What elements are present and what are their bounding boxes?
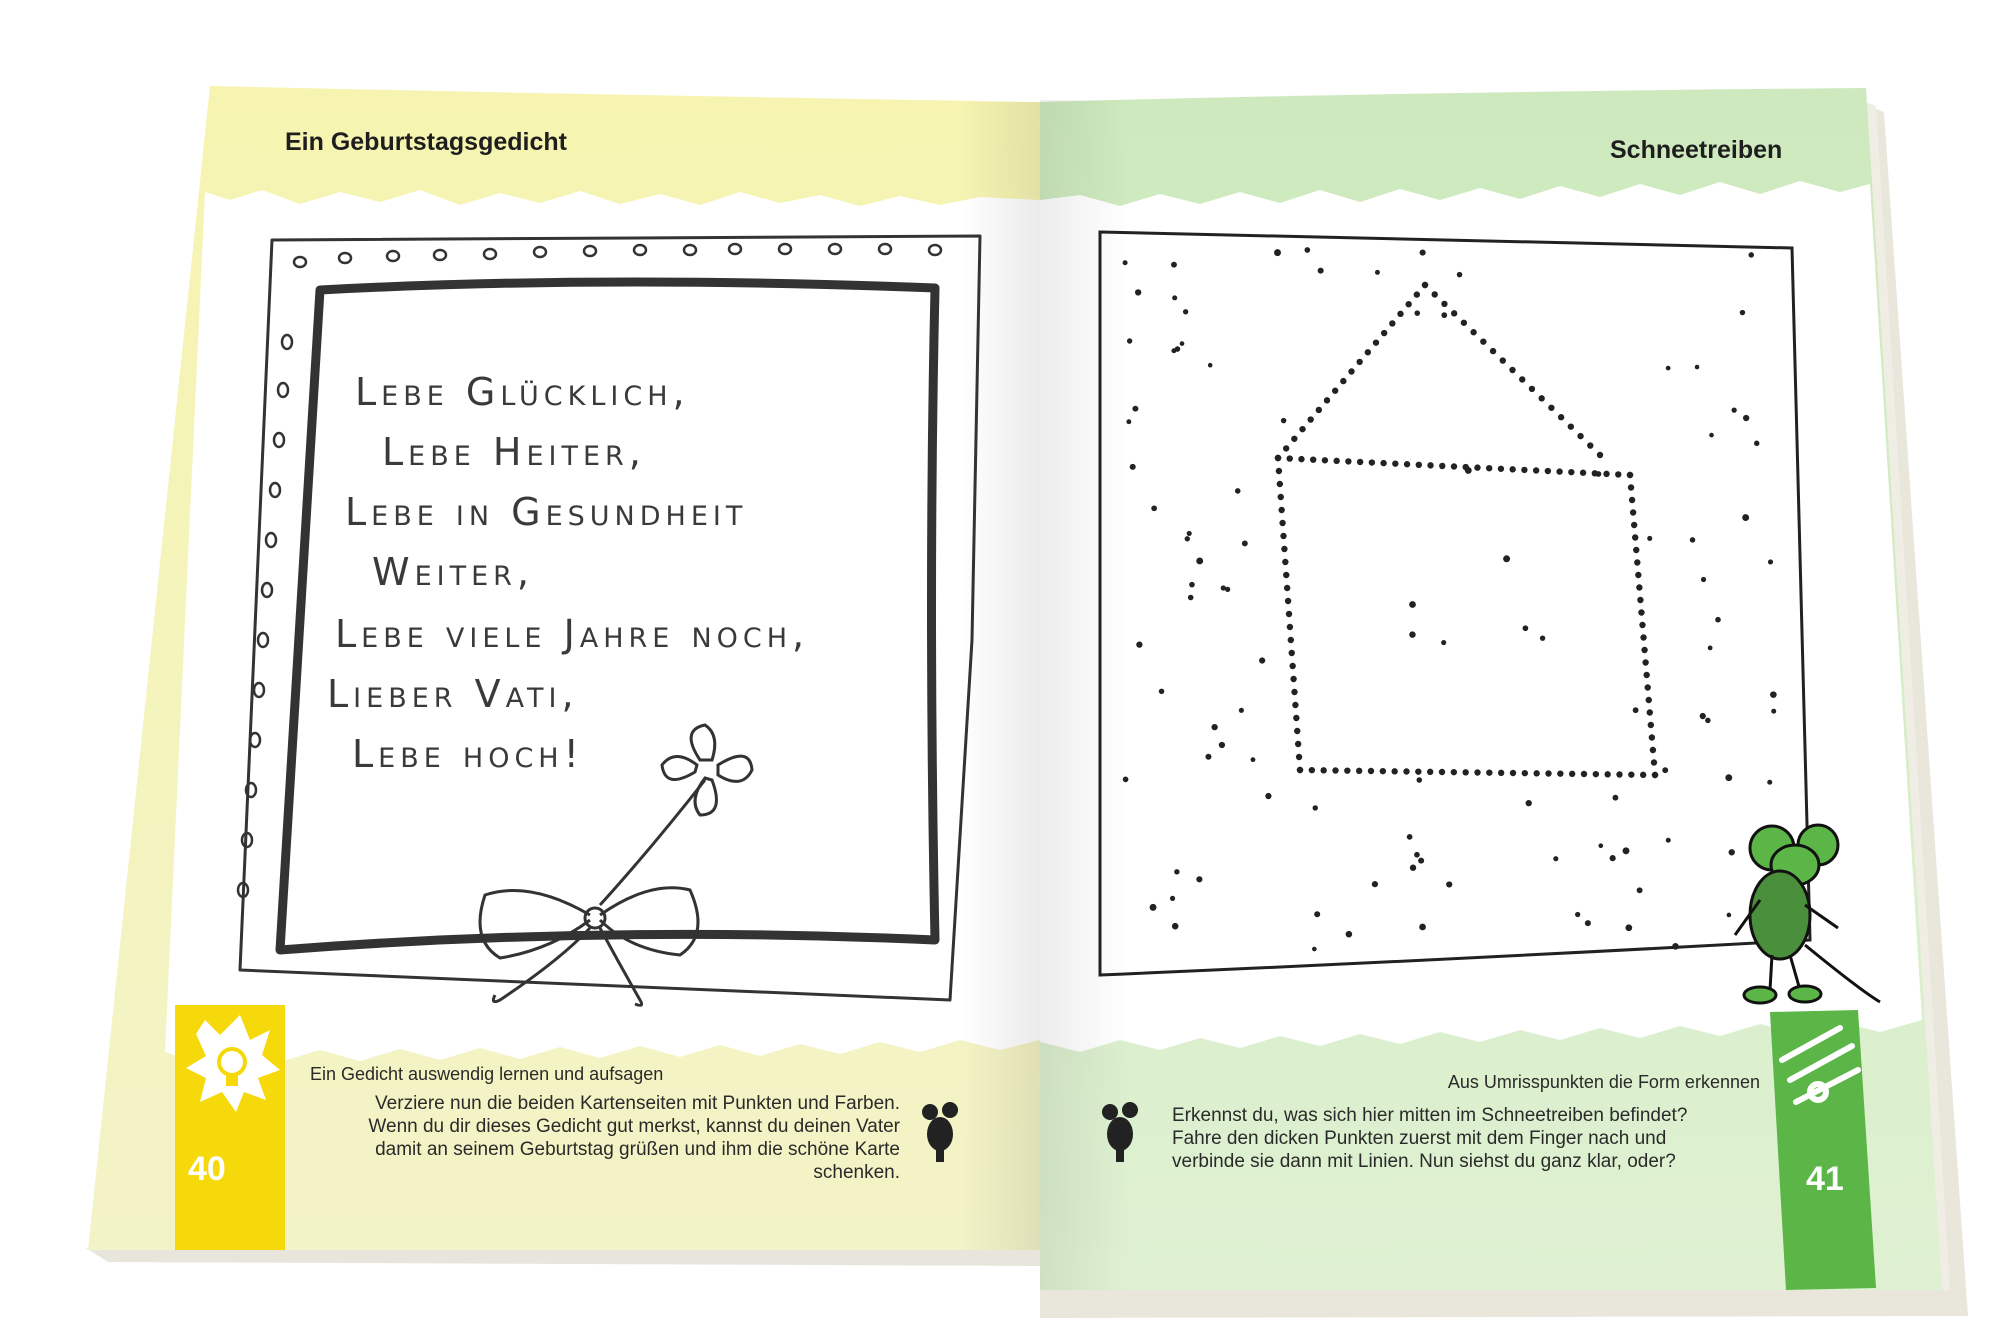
snow-dot [1705, 718, 1710, 723]
house-dot [1322, 457, 1328, 463]
house-dot [1283, 445, 1289, 451]
snow-dot [1731, 407, 1736, 412]
snow-dot [1743, 415, 1749, 421]
house-dot [1628, 771, 1634, 777]
snow-dot [1701, 577, 1706, 582]
house-dot [1380, 460, 1386, 466]
house-dot [1461, 320, 1467, 326]
house-dot [1332, 767, 1338, 773]
snow-dot [1709, 433, 1714, 438]
house-dot [1498, 466, 1504, 472]
snow-dot [1503, 555, 1510, 562]
house-dot [1356, 359, 1362, 365]
snow-dot [1729, 849, 1735, 855]
snow-dot [1136, 641, 1142, 647]
snow-dot [1742, 514, 1749, 521]
house-dot [1404, 461, 1410, 467]
house-dot [1381, 330, 1387, 336]
house-dot [1533, 467, 1539, 473]
house-dot [1294, 728, 1300, 734]
house-dot [1470, 329, 1476, 335]
house-dot [1286, 611, 1292, 617]
house-dot [1645, 684, 1651, 690]
snow-dot [1414, 852, 1420, 858]
house-dot [1604, 771, 1610, 777]
house-dot [1416, 462, 1422, 468]
house-dot [1276, 468, 1282, 474]
house-dot [1414, 291, 1420, 297]
house-dot [1474, 769, 1480, 775]
house-dot [1310, 457, 1316, 463]
snow-dot [1205, 754, 1211, 760]
house-dot [1289, 663, 1295, 669]
house-dot [1581, 771, 1587, 777]
house-dot [1307, 416, 1313, 422]
snow-dot [1313, 805, 1318, 810]
snow-dot [1623, 847, 1630, 854]
snow-dot [1219, 742, 1225, 748]
snow-dot [1242, 541, 1248, 547]
snow-dot [1633, 707, 1639, 713]
house-dot [1279, 520, 1285, 526]
house-dot [1451, 310, 1457, 316]
house-dot [1281, 546, 1287, 552]
house-dot [1636, 584, 1642, 590]
house-dot [1403, 768, 1409, 774]
house-dot [1289, 650, 1295, 656]
house-dot [1498, 770, 1504, 776]
snow-dot [1770, 691, 1777, 698]
house-dot [1643, 672, 1649, 678]
snow-dot [1446, 881, 1452, 887]
snow-dot [1523, 625, 1529, 631]
snow-dot [1672, 943, 1679, 950]
snow-dot [1304, 247, 1310, 253]
house-dot [1295, 741, 1301, 747]
house-dot [1637, 597, 1643, 603]
house-dot [1580, 470, 1586, 476]
house-dot [1345, 458, 1351, 464]
left-page-edges [86, 1248, 1040, 1266]
poem-line: Weiter, [372, 550, 534, 594]
house-dot [1641, 647, 1647, 653]
snow-dot [1695, 365, 1700, 370]
right-page-title: Schneetreiben [1610, 136, 1783, 164]
snow-dot [1441, 312, 1447, 318]
house-dot [1432, 291, 1438, 297]
snow-dot [1414, 310, 1420, 316]
house-dot [1415, 768, 1421, 774]
snow-dot [1318, 268, 1324, 274]
house-dot [1462, 769, 1468, 775]
snow-dot [1239, 708, 1244, 713]
house-dot [1287, 455, 1293, 461]
house-dot [1280, 533, 1286, 539]
house-dot [1320, 767, 1326, 773]
snow-dot [1700, 713, 1706, 719]
house-dot [1631, 522, 1637, 528]
snow-dot [1410, 865, 1416, 871]
house-dot [1277, 481, 1283, 487]
house-dot [1640, 634, 1646, 640]
house-dot [1652, 772, 1658, 778]
house-dot [1635, 572, 1641, 578]
house-dot [1389, 320, 1395, 326]
house-dot [1348, 368, 1354, 374]
snow-dot [1123, 777, 1129, 783]
snow-dot [1441, 640, 1446, 645]
house-dot [1642, 659, 1648, 665]
house-dot [1509, 367, 1515, 373]
snow-dot [1754, 441, 1759, 446]
snow-dot [1740, 310, 1745, 315]
house-dot [1439, 463, 1445, 469]
snow-dot [1188, 595, 1194, 601]
snow-dot [1409, 601, 1416, 608]
house-dot [1519, 376, 1525, 382]
house-dot [1650, 747, 1656, 753]
snow-dot [1540, 635, 1545, 640]
snow-dot [1221, 585, 1226, 590]
house-dot [1291, 689, 1297, 695]
house-dot [1632, 534, 1638, 540]
snow-dot [1768, 559, 1773, 564]
house-dot [1296, 754, 1302, 760]
house-dot [1285, 598, 1291, 604]
right-task-subtitle: Aus Umrisspunkten die Form erkennen [1447, 1072, 1760, 1092]
snow-dot [1171, 262, 1177, 268]
right-task-text: Erkennst du, was sich hier mitten im Schneetreiben befindet? Fahre den dicken Punkten zuerst mit dem Finger nach und verbinde sie dann mit Linien. Nun siehst du ganz klar, oder? [1172, 1105, 1688, 1172]
house-dot [1451, 463, 1457, 469]
house-dot [1332, 388, 1338, 394]
house-dot [1634, 559, 1640, 565]
house-dot [1538, 395, 1544, 401]
snow-dot [1172, 295, 1177, 300]
snow-dot [1126, 419, 1131, 424]
house-dot [1441, 301, 1447, 307]
house-dot [1628, 484, 1634, 490]
house-dot [1633, 547, 1639, 553]
house-dot [1615, 471, 1621, 477]
left-page-title: Ein Geburtstagsgedicht [285, 128, 567, 156]
snow-dot [1170, 896, 1175, 901]
house-dot [1568, 469, 1574, 475]
house-dot [1593, 771, 1599, 777]
house-dot [1630, 509, 1636, 515]
snow-dot [1727, 913, 1732, 918]
house-dot [1422, 282, 1428, 288]
snow-dot [1185, 536, 1190, 541]
poem-line: Lieber Vati, [327, 672, 579, 716]
snow-dot [1749, 252, 1754, 257]
house-dot [1474, 464, 1480, 470]
house-dot [1640, 772, 1646, 778]
snow-dot [1251, 757, 1256, 762]
house-dot [1298, 456, 1304, 462]
house-dot [1639, 622, 1645, 628]
snow-dot [1771, 709, 1776, 714]
house-dot [1577, 433, 1583, 439]
snow-dot [1189, 582, 1195, 588]
house-dot [1288, 637, 1294, 643]
house-dot [1486, 465, 1492, 471]
house-dot [1282, 559, 1288, 565]
house-dot [1427, 462, 1433, 468]
house-dot [1638, 609, 1644, 615]
poem-line: Lebe in Gesundheit [345, 490, 748, 534]
snow-dot [1259, 657, 1265, 663]
house-dot [1275, 455, 1281, 461]
snow-dot [1662, 767, 1668, 773]
snow-dot [1553, 856, 1558, 861]
snow-dot [1610, 855, 1616, 861]
poem-line: Lebe hoch! [352, 732, 584, 776]
snow-dot [1127, 338, 1132, 343]
house-dot [1533, 770, 1539, 776]
snow-dot [1598, 843, 1603, 848]
snow-dot [1172, 923, 1179, 930]
house-dot [1284, 585, 1290, 591]
left-task-text: Verziere nun die beiden Kartenseiten mit Punkten und Farben. Wenn du dir dieses Gedicht gut merkst, kannst du deinen Vater damit an seinem Geburtstag grüßen und ihm die schöne Karte schenken. [368, 1093, 900, 1183]
house-dot [1365, 349, 1371, 355]
snow-dot [1526, 800, 1532, 806]
snow-dot [1235, 488, 1241, 494]
house-dot [1557, 770, 1563, 776]
house-dot [1592, 470, 1598, 476]
house-dot [1649, 734, 1655, 740]
house-dot [1646, 697, 1652, 703]
house-dot [1568, 423, 1574, 429]
snow-dot [1690, 537, 1696, 543]
snow-dot [1180, 341, 1185, 346]
snow-dot [1187, 531, 1192, 536]
house-dot [1651, 759, 1657, 765]
house-dot [1397, 311, 1403, 317]
snow-dot [1419, 924, 1426, 931]
snow-dot [1372, 881, 1378, 887]
house-dot [1548, 405, 1554, 411]
snow-dot [1132, 406, 1138, 412]
snow-dot [1211, 724, 1217, 730]
house-dot [1297, 767, 1303, 773]
snow-dot [1708, 645, 1713, 650]
snow-dot [1174, 869, 1179, 874]
snow-dot [1585, 920, 1591, 926]
house-dot [1427, 769, 1433, 775]
snow-dot [1613, 795, 1619, 801]
snow-dot [1171, 348, 1176, 353]
snow-dot [1208, 363, 1213, 368]
snow-dot [1151, 505, 1157, 511]
house-dot [1603, 471, 1609, 477]
house-dot [1545, 770, 1551, 776]
house-dot [1556, 468, 1562, 474]
snow-dot [1130, 464, 1136, 470]
house-dot [1357, 459, 1363, 465]
snow-dot [1196, 558, 1203, 565]
snow-dot [1409, 631, 1415, 637]
poem-line: Lebe Heiter, [382, 430, 646, 474]
house-dot [1316, 407, 1322, 413]
snow-dot [1666, 366, 1671, 371]
house-dot [1509, 466, 1515, 472]
poem-line: Lebe viele Jahre noch, [335, 612, 810, 656]
house-dot [1545, 468, 1551, 474]
house-dot [1340, 378, 1346, 384]
house-dot [1392, 460, 1398, 466]
snow-dot [1183, 309, 1188, 314]
house-dot [1344, 767, 1350, 773]
house-dot [1333, 458, 1339, 464]
snow-dot [1346, 931, 1353, 938]
left-task-subtitle: Ein Gedicht auswendig lernen und aufsagen [310, 1064, 664, 1084]
snow-dot [1159, 689, 1164, 694]
house-dot [1405, 301, 1411, 307]
house-dot [1283, 572, 1289, 578]
house-dot [1629, 497, 1635, 503]
snow-dot [1637, 887, 1643, 893]
house-dot [1510, 770, 1516, 776]
left-page-number: 40 [188, 1150, 226, 1188]
snow-dot [1150, 904, 1157, 911]
snow-dot [1265, 793, 1271, 799]
right-page-number: 41 [1806, 1160, 1844, 1198]
house-dot [1597, 452, 1603, 458]
house-dot [1463, 464, 1469, 470]
snow-dot [1281, 418, 1286, 423]
snow-dot [1715, 617, 1721, 623]
house-dot [1391, 768, 1397, 774]
right-page-number-tab [1770, 1010, 1876, 1290]
house-dot [1299, 426, 1305, 432]
snow-dot [1407, 834, 1413, 840]
house-dot [1373, 339, 1379, 345]
snow-dot [1647, 536, 1652, 541]
house-dot [1369, 459, 1375, 465]
snow-dot [1417, 777, 1423, 783]
snow-dot [1274, 249, 1281, 256]
snow-dot [1420, 250, 1426, 256]
snow-dot [1123, 260, 1128, 265]
house-dot [1439, 769, 1445, 775]
snow-dot [1312, 947, 1317, 952]
house-dot [1324, 397, 1330, 403]
snow-dot [1457, 272, 1463, 278]
snow-dot [1767, 780, 1772, 785]
house-dot [1648, 722, 1654, 728]
house-dot [1309, 767, 1315, 773]
poem-line: Lebe Glücklich, [355, 370, 690, 414]
house-dot [1287, 624, 1293, 630]
snow-dot [1375, 270, 1380, 275]
house-dot [1616, 771, 1622, 777]
house-dot [1627, 472, 1633, 478]
house-dot [1500, 357, 1506, 363]
snow-dot [1196, 876, 1202, 882]
snow-dot [1625, 924, 1632, 931]
house-dot [1291, 436, 1297, 442]
snow-dot [1725, 774, 1732, 781]
house-dot [1647, 709, 1653, 715]
house-dot [1480, 338, 1486, 344]
house-dot [1490, 348, 1496, 354]
snow-dot [1666, 838, 1671, 843]
house-dot [1521, 467, 1527, 473]
house-dot [1293, 715, 1299, 721]
house-dot [1380, 768, 1386, 774]
house-dot [1558, 414, 1564, 420]
house-dot [1290, 676, 1296, 682]
house-dot [1356, 768, 1362, 774]
house-dot [1529, 386, 1535, 392]
house-dot [1587, 442, 1593, 448]
house-dot [1278, 494, 1284, 500]
snow-dot [1135, 289, 1141, 295]
house-dot [1486, 769, 1492, 775]
house-dot [1292, 702, 1298, 708]
snow-dot [1418, 858, 1424, 864]
house-dot [1368, 768, 1374, 774]
snow-dot [1314, 911, 1320, 917]
house-dot [1451, 769, 1457, 775]
house-dot [1522, 770, 1528, 776]
house-dot [1569, 771, 1575, 777]
snow-dot [1575, 912, 1580, 917]
house-dot [1278, 507, 1284, 513]
